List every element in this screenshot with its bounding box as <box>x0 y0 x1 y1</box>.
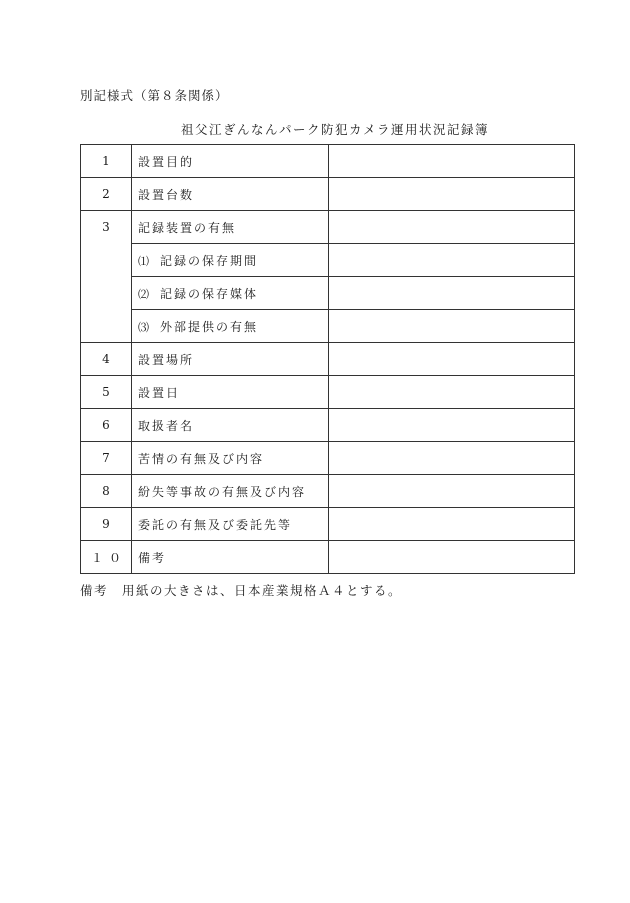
table-row <box>81 277 575 310</box>
table-row <box>81 244 575 277</box>
sub-item-marker: ⑵ <box>138 287 149 301</box>
row-number: 7 <box>81 442 132 475</box>
document-title: 祖父江ぎんなんパーク防犯カメラ運用状況記録簿 <box>180 122 489 137</box>
row-value-cell <box>329 409 575 442</box>
table-row <box>81 178 575 211</box>
table-row <box>81 508 575 541</box>
row-value-cell <box>329 145 575 178</box>
row-item: 記録装置の有無 <box>132 211 329 244</box>
row-value-cell <box>329 178 575 211</box>
row-number: １０ <box>81 541 132 574</box>
table-row <box>81 541 575 574</box>
row-number: 9 <box>81 508 132 541</box>
sub-item-label: 外部提供の有無 <box>160 319 259 334</box>
row-value-cell <box>329 277 575 310</box>
row-value-cell <box>329 211 575 244</box>
row-item: 紛失等事故の有無及び内容 <box>132 475 329 508</box>
row-number: 3 <box>81 211 132 343</box>
row-number: 4 <box>81 343 132 376</box>
row-value-cell <box>329 376 575 409</box>
table-row <box>81 211 575 244</box>
sub-row-item <box>132 277 329 310</box>
row-value-cell <box>329 442 575 475</box>
sub-row-item <box>132 310 329 343</box>
record-table <box>80 144 575 574</box>
row-value-cell <box>329 244 575 277</box>
footnote-label: 備考 <box>80 583 109 598</box>
row-value-cell <box>329 310 575 343</box>
sub-item-marker: ⑶ <box>138 320 149 334</box>
row-number: 8 <box>81 475 132 508</box>
footnote-text: 用紙の大きさは、日本産業規格Ａ４とする。 <box>122 583 403 598</box>
table-row <box>81 475 575 508</box>
row-number: 1 <box>81 145 132 178</box>
row-item: 設置目的 <box>132 145 329 178</box>
table-row <box>81 310 575 343</box>
form-label: 別記様式（第８条関係） <box>80 88 229 103</box>
row-number: 6 <box>81 409 132 442</box>
row-value-cell <box>329 541 575 574</box>
table-row <box>81 145 575 178</box>
row-item: 備考 <box>132 541 329 574</box>
row-item: 取扱者名 <box>132 409 329 442</box>
sub-item-marker: ⑴ <box>138 254 149 268</box>
row-value-cell <box>329 343 575 376</box>
row-item: 苦情の有無及び内容 <box>132 442 329 475</box>
row-item: 委託の有無及び委託先等 <box>132 508 329 541</box>
row-number: 5 <box>81 376 132 409</box>
row-value-cell <box>329 508 575 541</box>
table-row <box>81 376 575 409</box>
sub-item-label: 記録の保存媒体 <box>160 286 259 301</box>
row-number: 2 <box>81 178 132 211</box>
row-item: 設置場所 <box>132 343 329 376</box>
row-item: 設置台数 <box>132 178 329 211</box>
row-item: 設置日 <box>132 376 329 409</box>
table-row <box>81 442 575 475</box>
footnote <box>80 581 402 599</box>
table-row <box>81 343 575 376</box>
sub-row-item <box>132 244 329 277</box>
table-row <box>81 409 575 442</box>
sub-item-label: 記録の保存期間 <box>160 253 259 268</box>
row-value-cell <box>329 475 575 508</box>
